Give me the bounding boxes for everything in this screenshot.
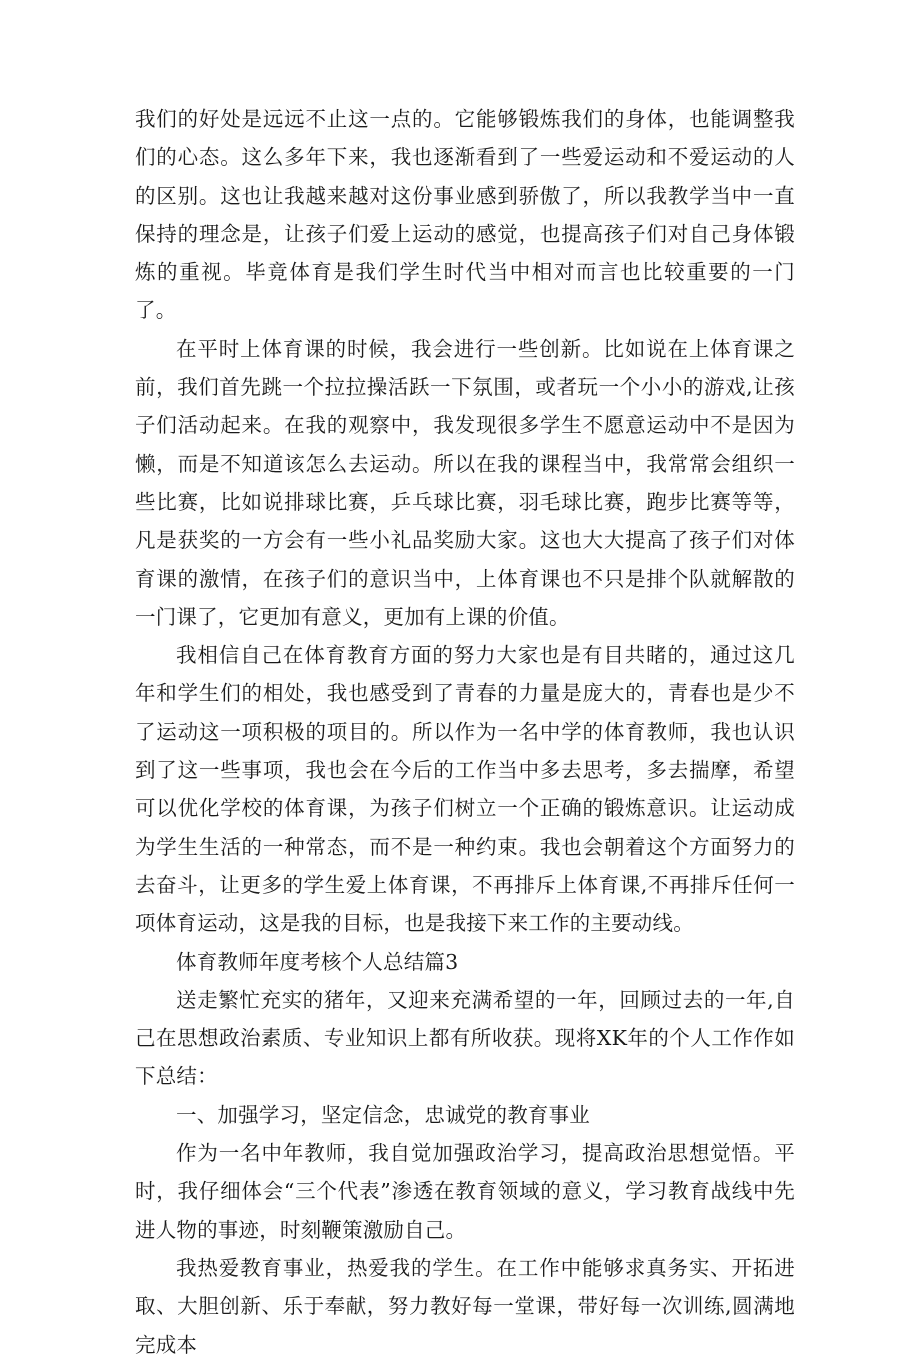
body-paragraph-2: 在平时上体育课的时候，我会进行一些创新。比如说在上体育课之前，我们首先跳一个拉拉操活跃一下氛围，或者玩一个小小的游戏,让孩子们活动起来。在我的观察中，我发现很多学生不愿意运动中不是因为懒，而是不知道该怎么去运动。所以在我的课程当中，我常常会组织一些比赛，比如说排球比赛，乒乓球比赛，羽毛球比赛，跑步比赛等等，凡是获奖的一方会有一些小礼品奖励大家。这也大大提高了孩子们对体育课的激情，在孩子们的意识当中，上体育课也不只是排个队就解散的一门课了，它更加有意义，更加有上课的价值。 [135,336,795,629]
body-paragraph-6: 我热爱教育事业，热爱我的学生。在工作中能够求真务实、开拓进取、大胆创新、乐于奉献，努力教好每一堂课，带好每一次训练,圆满地完成本 [135,1255,795,1357]
body-paragraph-3: 我相信自己在体育教育方面的努力大家也是有目共睹的，通过这几年和学生们的相处，我也感受到了青春的力量是庞大的，青春也是少不了运动这一项积极的项目的。所以作为一名中学的体育教师，我也认识到了这一些事项，我也会在今后的工作当中多去思考，多去揣摩，希望可以优化学校的体育课，为孩子们树立一个正确的锻炼意识。让运动成为学生生活的一种常态，而不是一种约束。我也会朝着这个方面努力的去奋斗，让更多的学生爱上体育课，不再排斥上体育课,不再排斥任何一项体育运动，这是我的目标，也是我接下来工作的主要动线。 [135,643,795,936]
document-page [135,100,795,1364]
body-paragraph-4: 送走繁忙充实的猪年，又迎来充满希望的一年，回顾过去的一年,自己在思想政治素质、专业知识上都有所收获。现将XK年的个人工作作如下总结： [135,987,795,1089]
body-paragraph-5: 作为一名中年教师，我自觉加强政治学习，提高政治思想觉悟。平时，我仔细体会“三个代表”渗透在教育领域的意义，学习教育战线中先进人物的事迹，时刻鞭策激励自己。 [135,1141,795,1242]
subheading-paragraph: 一、加强学习，坚定信念，忠诚党的教育事业 [176,1102,590,1127]
section-heading: 体育教师年度考核个人总结篇3 [176,949,459,974]
body-paragraph-1: 我们的好处是远远不止这一点的。它能够锻炼我们的身体，也能调整我们的心态。这么多年下来，我也逐渐看到了一些爱运动和不爱运动的人的区别。这也让我越来越对这份事业感到骄傲了，所以我教学当中一直保持的理念是，让孩子们爱上运动的感觉，也提高孩子们对自己身体锻炼的重视。毕竟体育是我们学生时代当中相对而言也比较重要的一门了。 [135,107,795,323]
